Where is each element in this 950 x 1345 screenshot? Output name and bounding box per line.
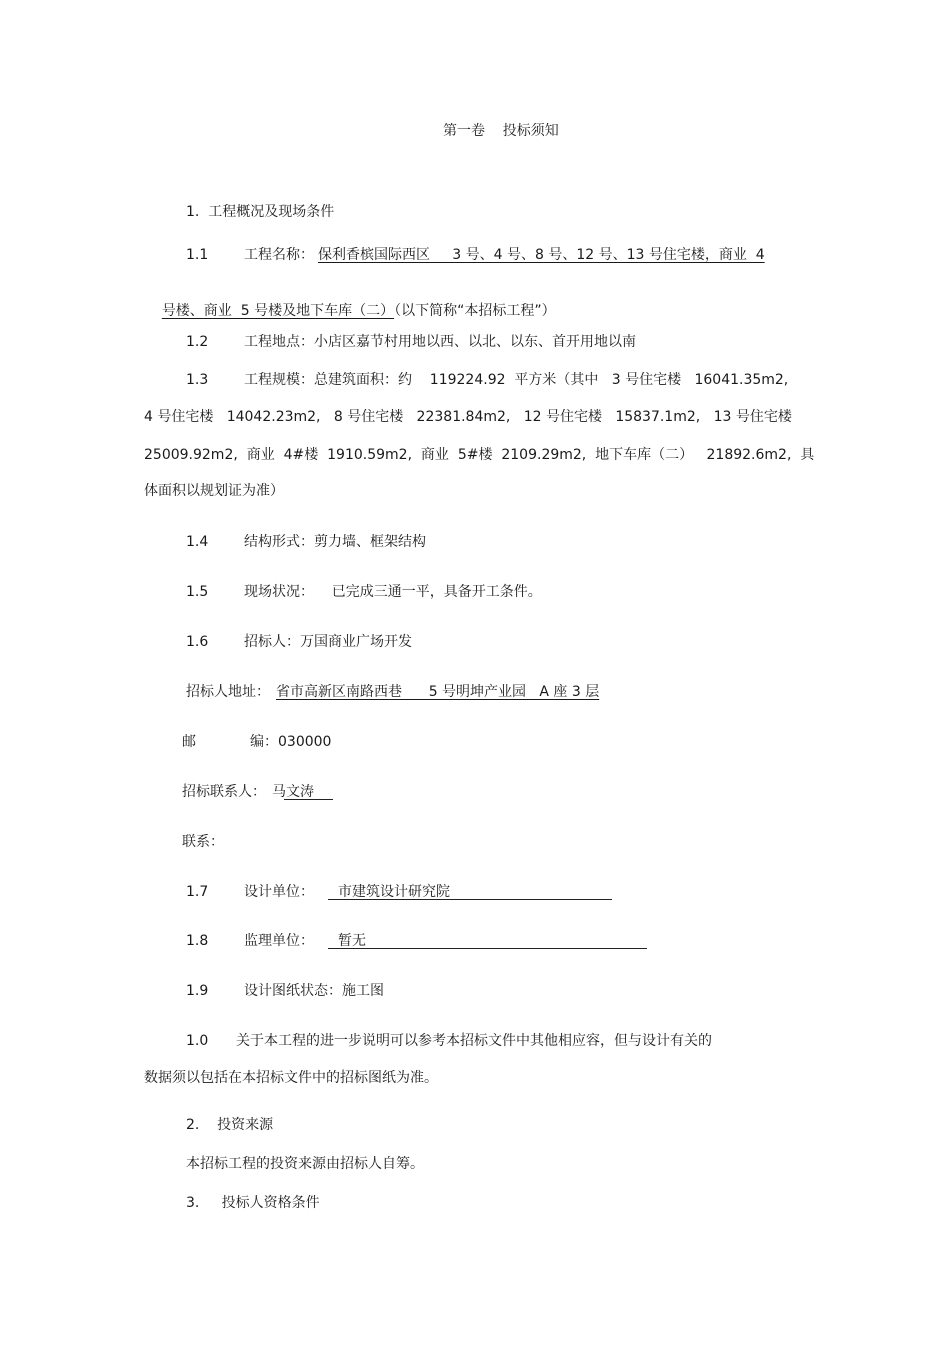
- project-name-short-form: （以下简称“本招标工程”）: [394, 303, 556, 319]
- contact-phone-label: 联系：: [182, 834, 224, 850]
- item-1-5-number: 1.5: [186, 584, 209, 600]
- item-1-3-number: 1.3: [186, 372, 209, 388]
- project-scale-line-1: 工程规模：总建筑面积：约 119224.92 平方米（其中 3 号住宅楼 16041.35m2,: [244, 372, 789, 388]
- supervision-unit: 暂无: [338, 933, 366, 949]
- heading-1: 1. 工程概况及现场条件: [186, 204, 335, 220]
- project-name-line-2: [144, 284, 556, 338]
- item-1-4-number: 1.4: [186, 534, 209, 550]
- item-1-1-number: 1.1: [186, 247, 209, 263]
- project-location: 工程地点：小店区嘉节村用地以西、以北、以东、首开用地以南: [244, 334, 636, 350]
- item-1-7-number: 1.7: [186, 884, 209, 900]
- contact-person-label: 招标联系人：: [182, 784, 266, 800]
- supervision-unit-label: 监理单位：: [244, 933, 314, 949]
- project-name-line-1: 保利香槟国际西区 3 号、4 号、8 号、12 号、13 号住宅楼，商业 4: [318, 247, 765, 263]
- item-1-2-number: 1.2: [186, 334, 209, 350]
- tenderer-address: 省市高新区南路西巷 5 号明坤产业园 A 座 3 层: [276, 684, 600, 700]
- further-notes-line-2: 数据须以包括在本招标文件中的招标图纸为准。: [144, 1070, 438, 1086]
- contact-person: 马文涛: [272, 784, 314, 800]
- item-1-6-number: 1.6: [186, 634, 209, 650]
- project-scale-line-2: 4 号住宅楼 14042.23m2, 8 号住宅楼 22381.84m2, 12 号住宅楼 15837.1m2, 13 号住宅楼: [144, 409, 792, 425]
- project-name-continued: 号楼、商业 5 号楼及地下车库（二）: [161, 303, 395, 319]
- item-1-0-number: 1.0: [186, 1033, 209, 1049]
- project-scale-line-3: 25009.92m2, 商业 4#楼 1910.59m2, 商业 5#楼 2109.29m2, 地下车库（二） 21892.6m2, 具: [144, 447, 815, 463]
- item-1-9-number: 1.9: [186, 983, 209, 999]
- item-1-8-number: 1.8: [186, 933, 209, 949]
- further-notes-line-1: 关于本工程的进一步说明可以参考本招标文件中其他相应容，但与设计有关的: [236, 1033, 712, 1049]
- postcode-label-char: 邮: [182, 734, 196, 750]
- heading-2: 2. 投资来源: [186, 1117, 274, 1133]
- drawing-status: 设计图纸状态：施工图: [244, 983, 384, 999]
- section-title: 第一卷 投标须知: [443, 123, 559, 139]
- tenderer: 招标人：万国商业广场开发: [244, 634, 412, 650]
- project-scale-line-4: 体面积以规划证为准）: [144, 483, 284, 499]
- design-unit: 市建筑设计研究院: [338, 884, 450, 900]
- postcode: 编：030000: [250, 734, 332, 750]
- site-status: 现场状况： 已完成三通一平，具备开工条件。: [244, 584, 542, 600]
- contact-person-underline: [284, 799, 333, 800]
- supervision-unit-underline: [328, 948, 647, 949]
- heading-3: 3. 投标人资格条件: [186, 1195, 320, 1211]
- design-unit-underline: [328, 899, 612, 900]
- tenderer-address-label: 招标人地址：: [186, 684, 270, 700]
- item-1-1-label: 工程名称：: [244, 247, 314, 263]
- investment-source: 本招标工程的投资来源由招标人自筹。: [186, 1156, 424, 1172]
- design-unit-label: 设计单位：: [244, 884, 314, 900]
- structure-type: 结构形式：剪力墙、框架结构: [244, 534, 426, 550]
